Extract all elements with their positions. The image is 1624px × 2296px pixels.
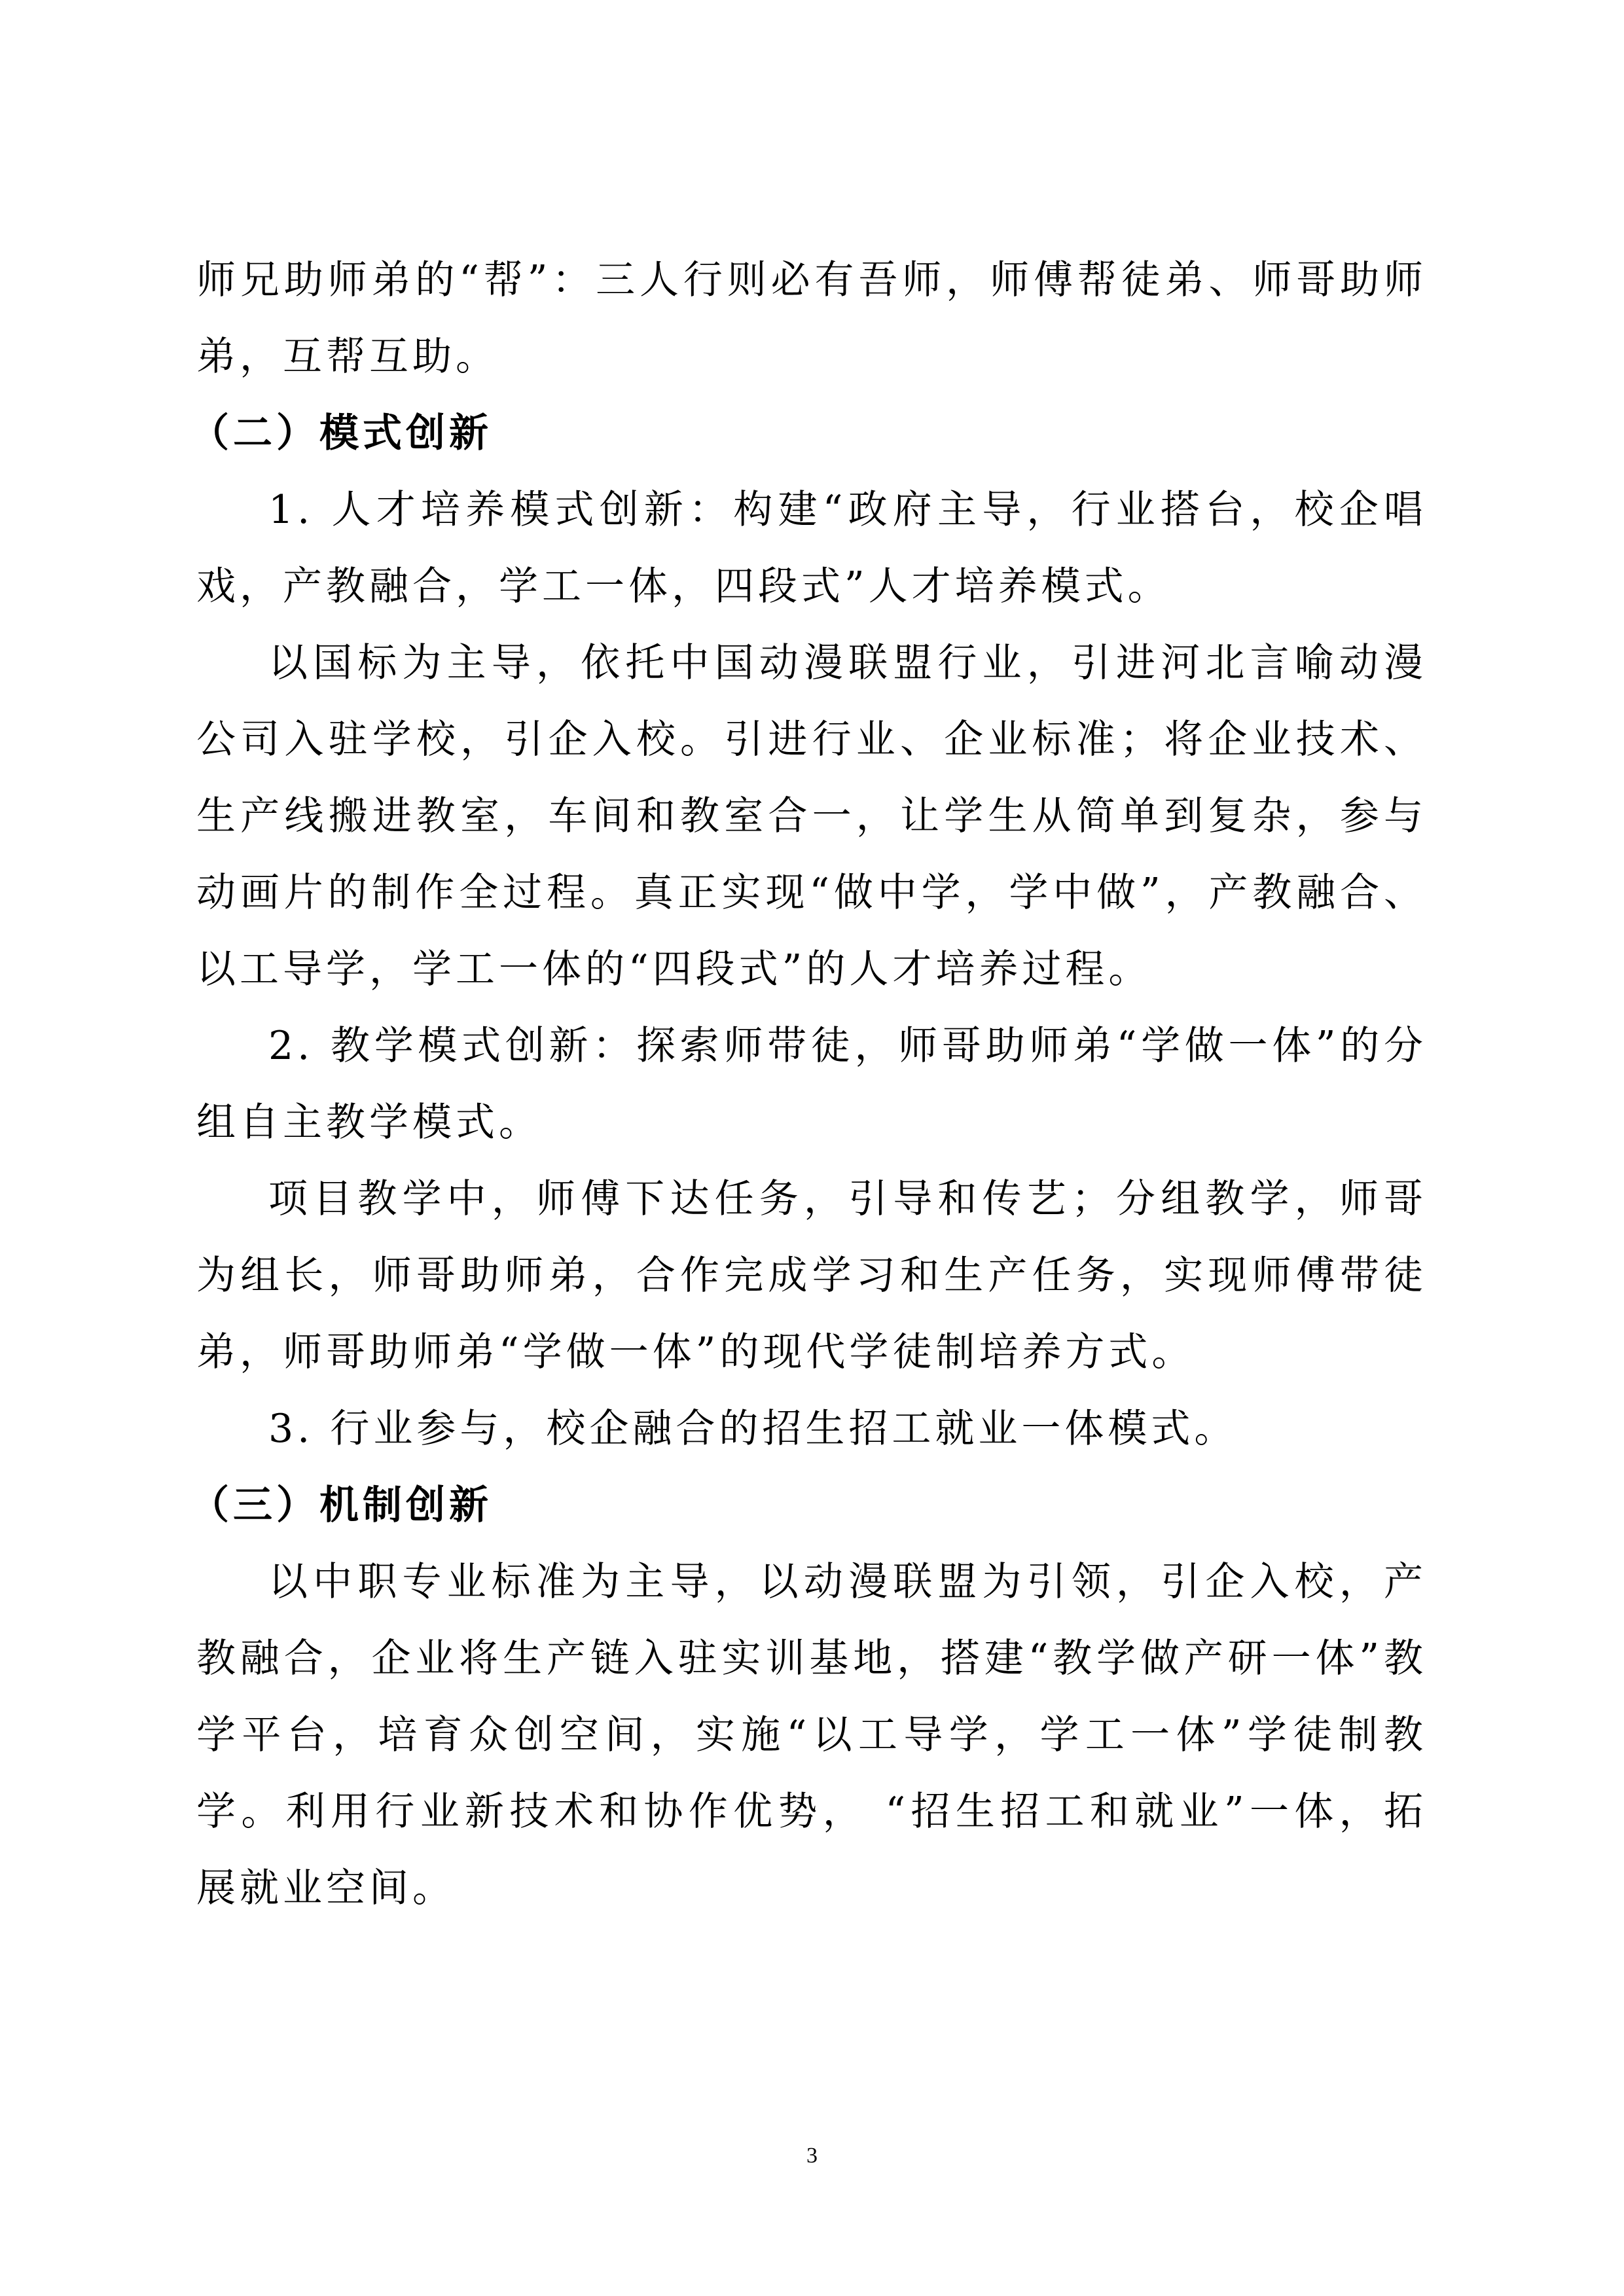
paragraph-mechanism-details: 以中职专业标准为主导，以动漫联盟为引领，引企入校，产教融合，企业将生产链入驻实训基地，搭建“教学做产研一体”教学平台，培育众创空间，实施“以工导学，学工一体”学徒制教学。利用行业新技术和协作优势， “招生招工和就业”一体，拓展就业空间。 [196,1559,1427,1911]
paragraph-industry-participation: 3. 行业参与，校企融合的招生招工就业一体模式。 [268,1406,1238,1452]
paragraph-mutual-help: 师兄助师弟的“帮”：三人行则必有吾师，师傅帮徒弟、师哥助师弟，互帮互助。 [196,257,1427,380]
page-number: 3 [806,2144,818,2168]
heading-mode-innovation: （二）模式创新 [190,410,492,456]
heading-mechanism-innovation: （三）机制创新 [190,1482,492,1528]
paragraph-talent-training-mode: 1. 人才培养模式创新：构建“政府主导，行业搭台，校企唱戏，产教融合，学工一体，四段式”人才培养模式。 [196,487,1427,609]
paragraph-project-teaching: 项目教学中，师傅下达任务，引导和传艺；分组教学，师哥为组长，师哥助师弟，合作完成学习和生产任务，实现师傅带徒弟，师哥助师弟“学做一体”的现代学徒制培养方式。 [196,1176,1427,1375]
paragraph-teaching-mode: 2. 教学模式创新：探索师带徒，师哥助师弟“学做一体”的分组自主教学模式。 [196,1023,1427,1145]
paragraph-national-standard: 以国标为主导，依托中国动漫联盟行业，引进河北言喻动漫公司入驻学校，引企入校。引进行业、企业标准；将企业技术、生产线搬进教室，车间和教室合一，让学生从简单到复杂，参与动画片的制作全过程。真正实现“做中学，学中做”，产教融合、以工导学，学工一体的“四段式”的人才培养过程。 [196,640,1427,992]
document-body [190,242,1427,1927]
